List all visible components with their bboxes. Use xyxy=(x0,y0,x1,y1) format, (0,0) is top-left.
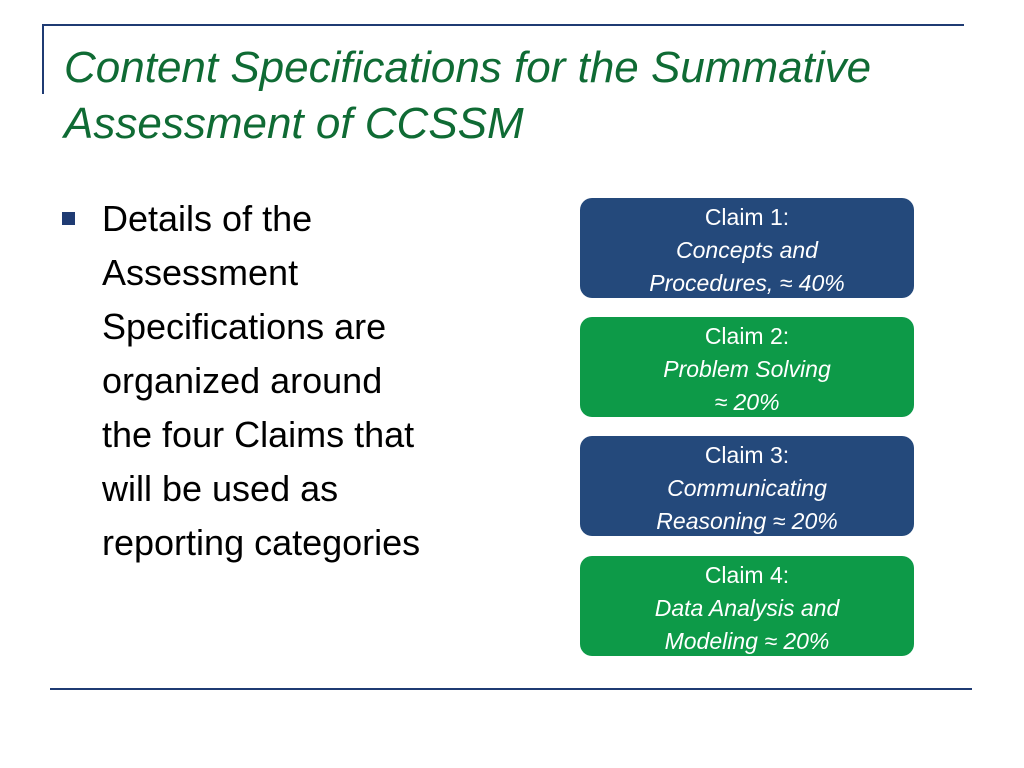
slide-title xyxy=(64,40,1014,152)
slide-title-line-1: Content Specifications for the Summative xyxy=(64,43,872,92)
square-bullet-icon xyxy=(62,212,75,225)
claim-description: Data Analysis and xyxy=(654,595,840,621)
claim-description: Problem Solving xyxy=(663,356,831,382)
bottom-rule xyxy=(50,688,972,690)
bullet-line: Specifications are xyxy=(102,306,387,347)
bullet-line: Assessment xyxy=(102,252,299,293)
left-accent-rule xyxy=(42,24,44,94)
claim-box-3 xyxy=(580,436,914,536)
bullet-line: the four Claims that xyxy=(102,414,415,455)
claim-weight: ≈ 20% xyxy=(714,389,780,415)
claim-description: Communicating xyxy=(667,475,827,501)
claim-heading: Claim 3: xyxy=(704,442,790,468)
claim-box-2 xyxy=(580,317,914,417)
claim-weight: Reasoning ≈ 20% xyxy=(656,508,838,534)
claim-heading: Claim 4: xyxy=(704,562,790,588)
claim-description: Concepts and xyxy=(676,237,818,263)
slide-title-line-2: Assessment of CCSSM xyxy=(64,99,524,148)
claim-heading: Claim 2: xyxy=(704,323,790,349)
bullet-line: reporting categories xyxy=(102,522,421,563)
bullet-line: will be used as xyxy=(102,468,339,509)
bullet-text xyxy=(102,192,542,570)
claim-weight: Modeling ≈ 20% xyxy=(664,628,830,654)
claim-heading: Claim 1: xyxy=(704,204,790,230)
claim-weight: Procedures, ≈ 40% xyxy=(649,270,845,296)
claim-box-1 xyxy=(580,198,914,298)
bullet-line: organized around xyxy=(102,360,383,401)
bullet-line: Details of the xyxy=(102,198,313,239)
claim-box-4 xyxy=(580,556,914,656)
top-rule xyxy=(42,24,964,26)
